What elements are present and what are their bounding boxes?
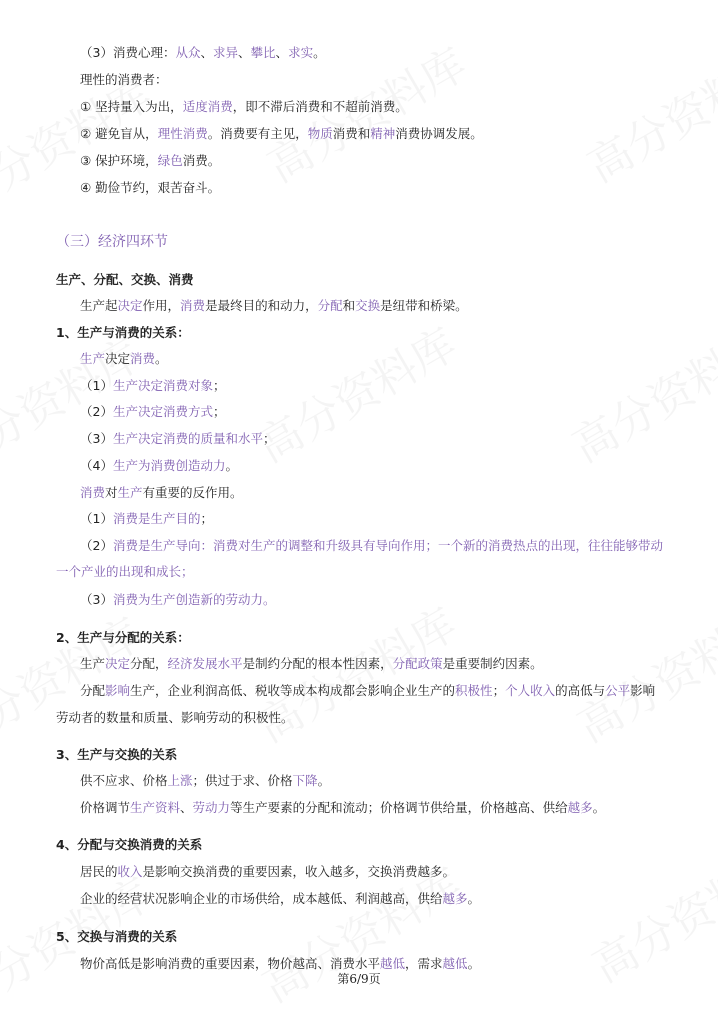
- text-segment: 5、交换与消费的关系: [56, 929, 178, 944]
- text-segment: 生产、分配、交换、消费: [56, 272, 194, 287]
- text-segment: ；: [212, 404, 226, 419]
- highlighted-term: 绿色: [157, 153, 183, 168]
- text-segment: 、: [180, 800, 193, 815]
- subheading: [56, 836, 202, 854]
- highlighted-term: 消费是生产目的: [112, 511, 201, 526]
- text-segment: 3、生产与交换的关系: [56, 747, 178, 762]
- subheading: [56, 629, 190, 647]
- text-line: [80, 71, 168, 89]
- highlighted-term: 消费: [80, 485, 106, 500]
- watermark: [559, 309, 718, 474]
- text-segment: 、: [200, 45, 213, 60]
- text-segment: 等生产要素的分配和流动；价格调节供给量，价格越高、供给: [230, 800, 568, 815]
- text-segment: 1、生产与消费的关系：: [56, 325, 190, 340]
- text-segment: 。: [317, 773, 331, 788]
- text-line: [80, 537, 663, 555]
- subheading: [56, 928, 177, 946]
- highlighted-term: 一个产业的出现和成长；: [56, 564, 194, 579]
- text-segment: ，即不滞后消费和不超前消费。: [232, 99, 408, 114]
- text-segment: ，需求: [405, 956, 443, 971]
- text-line: [56, 563, 194, 581]
- highlighted-term: 生产决定消费方式: [112, 404, 213, 419]
- highlighted-term: 生产决定消费的质量和水平: [112, 431, 263, 446]
- text-segment: 分配: [80, 683, 106, 698]
- text-segment: （3）: [80, 431, 113, 446]
- text-segment: （4）: [80, 458, 113, 473]
- text-segment: ① 坚持量入为出，: [80, 99, 183, 114]
- highlighted-term: 消费是生产导向：消费对生产的调整和升级具有导向作用；一个新的消费热点的出现，往往能够带动: [112, 538, 663, 553]
- text-line: [80, 890, 480, 908]
- text-line: [80, 591, 275, 609]
- text-line: [80, 179, 220, 197]
- section-heading: [56, 233, 168, 251]
- text-line: [80, 863, 455, 881]
- highlighted-term: 越多: [567, 800, 593, 815]
- highlighted-term: 生产决定消费对象: [112, 378, 213, 393]
- text-segment: （2）: [80, 538, 113, 553]
- highlighted-term: （三）经济四环节: [56, 234, 168, 250]
- text-line: [80, 655, 543, 673]
- text-segment: 决定: [105, 351, 131, 366]
- text-segment: 物价高低是影响消费的重要因素，物价越高、消费水平: [80, 956, 381, 971]
- text-segment: 。: [155, 351, 168, 366]
- highlighted-term: 生产资料: [130, 800, 181, 815]
- highlighted-term: 越多: [442, 891, 468, 906]
- text-line: [80, 510, 213, 528]
- text-segment: ；: [262, 431, 276, 446]
- text-line: [80, 98, 408, 116]
- text-segment: （3）消费心理：: [80, 45, 176, 60]
- text-segment: 是影响交换消费的重要因素，收入越多，交换消费越多。: [142, 864, 456, 879]
- text-segment: 是纽带和桥梁。: [380, 298, 468, 313]
- highlighted-term: 分配政策: [392, 656, 443, 671]
- text-segment: 企业的经营状况影响企业的市场供给，成本越低、利润越高，供给: [80, 891, 443, 906]
- highlighted-term: 消费为生产创造新的劳动力。: [112, 592, 276, 607]
- highlighted-term: 生产: [80, 351, 106, 366]
- text-segment: 消费。: [182, 153, 221, 168]
- text-segment: 和: [342, 298, 356, 313]
- highlighted-term: 个人收入: [505, 683, 556, 698]
- text-line: [80, 403, 225, 421]
- subheading: [56, 746, 177, 764]
- text-segment: 价格调节: [80, 800, 131, 815]
- highlighted-term: 从众: [175, 45, 201, 60]
- highlighted-term: 越低: [442, 956, 468, 971]
- text-segment: 供不应求、价格: [80, 773, 168, 788]
- text-segment: （3）: [80, 592, 113, 607]
- highlighted-term: 收入: [117, 864, 143, 879]
- highlighted-term: 理性消费: [157, 126, 208, 141]
- highlighted-term: 精神: [370, 126, 396, 141]
- text-segment: ② 避免盲从，: [80, 126, 158, 141]
- highlighted-term: 决定: [105, 656, 131, 671]
- watermark: [564, 589, 718, 754]
- highlighted-term: 劳动力: [192, 800, 231, 815]
- highlighted-term: 交换: [355, 298, 381, 313]
- text-segment: ④ 勤俭节约，艰苦奋斗。: [80, 180, 221, 195]
- subheading: [56, 271, 194, 289]
- highlighted-term: 上涨: [167, 773, 193, 788]
- highlighted-term: 求异: [213, 45, 239, 60]
- text-line: [80, 457, 238, 475]
- text-segment: （1）: [80, 511, 113, 526]
- text-segment: 。: [225, 458, 238, 473]
- text-segment: 影响: [630, 683, 656, 698]
- text-line: [80, 350, 168, 368]
- highlighted-term: 下降: [292, 773, 318, 788]
- highlighted-term: 消费: [130, 351, 156, 366]
- text-segment: 。: [592, 800, 606, 815]
- text-segment: 。: [313, 45, 326, 60]
- highlighted-term: 积极性: [455, 683, 493, 698]
- text-segment: 作用，: [142, 298, 181, 313]
- highlighted-term: 适度消费: [182, 99, 233, 114]
- text-segment: 是最终目的和动力，: [205, 298, 318, 313]
- text-segment: ；: [200, 511, 213, 526]
- text-segment: 生产起: [80, 298, 118, 313]
- text-segment: ；供过于求、价格: [192, 773, 293, 788]
- text-segment: 、: [238, 45, 251, 60]
- text-segment: 消费协调发展。: [395, 126, 483, 141]
- text-segment: 。: [467, 956, 481, 971]
- text-line: [80, 430, 275, 448]
- highlighted-term: 公平: [605, 683, 631, 698]
- text-line: [80, 125, 483, 143]
- text-segment: 2、生产与分配的关系：: [56, 630, 190, 645]
- highlighted-term: 生产为消费创造动力: [112, 458, 226, 473]
- highlighted-term: 越低: [380, 956, 406, 971]
- watermark: [574, 29, 718, 194]
- text-segment: 对: [105, 485, 118, 500]
- text-segment: ；: [492, 683, 506, 698]
- highlighted-term: 分配: [317, 298, 343, 313]
- text-segment: 居民的: [80, 864, 118, 879]
- text-segment: 是制约分配的根本性因素，: [242, 656, 393, 671]
- highlighted-term: 决定: [117, 298, 143, 313]
- highlighted-term: 消费: [180, 298, 206, 313]
- text-line: [80, 682, 655, 700]
- text-segment: （2）: [80, 404, 113, 419]
- text-segment: 。: [467, 891, 481, 906]
- text-segment: 理性的消费者：: [80, 72, 168, 87]
- text-segment: 。消费要有主见，: [207, 126, 308, 141]
- highlighted-term: 攀比: [250, 45, 276, 60]
- text-segment: （1）: [80, 378, 113, 393]
- text-segment: 的高低与: [555, 683, 606, 698]
- text-segment: 消费和: [332, 126, 371, 141]
- highlighted-term: 求实: [288, 45, 314, 60]
- page-number: 第6/9页: [337, 972, 381, 986]
- text-line: [56, 709, 294, 727]
- highlighted-term: 影响: [105, 683, 131, 698]
- highlighted-term: 生产: [117, 485, 143, 500]
- text-line: [80, 44, 326, 62]
- text-segment: 生产，企业利润高低、税收等成本构成都会影响企业生产的: [130, 683, 456, 698]
- text-segment: 劳动者的数量和质量、影响劳动的积极性。: [56, 710, 294, 725]
- text-line: [80, 799, 605, 817]
- text-segment: 生产: [80, 656, 106, 671]
- text-segment: 4、分配与交换消费的关系: [56, 837, 203, 852]
- watermark: [244, 309, 467, 474]
- highlighted-term: 经济发展水平: [167, 656, 243, 671]
- text-line: [80, 297, 468, 315]
- text-segment: 分配，: [130, 656, 168, 671]
- text-segment: 、: [275, 45, 289, 60]
- subheading: [56, 324, 190, 342]
- text-line: [80, 772, 330, 790]
- text-line: [80, 377, 225, 395]
- highlighted-term: 物质: [307, 126, 333, 141]
- text-segment: ③ 保护环境，: [80, 153, 158, 168]
- text-segment: ；: [212, 378, 226, 393]
- text-line: [80, 152, 220, 170]
- text-line: [80, 484, 243, 502]
- text-segment: 是重要制约因素。: [442, 656, 543, 671]
- text-segment: 有重要的反作用。: [142, 485, 243, 500]
